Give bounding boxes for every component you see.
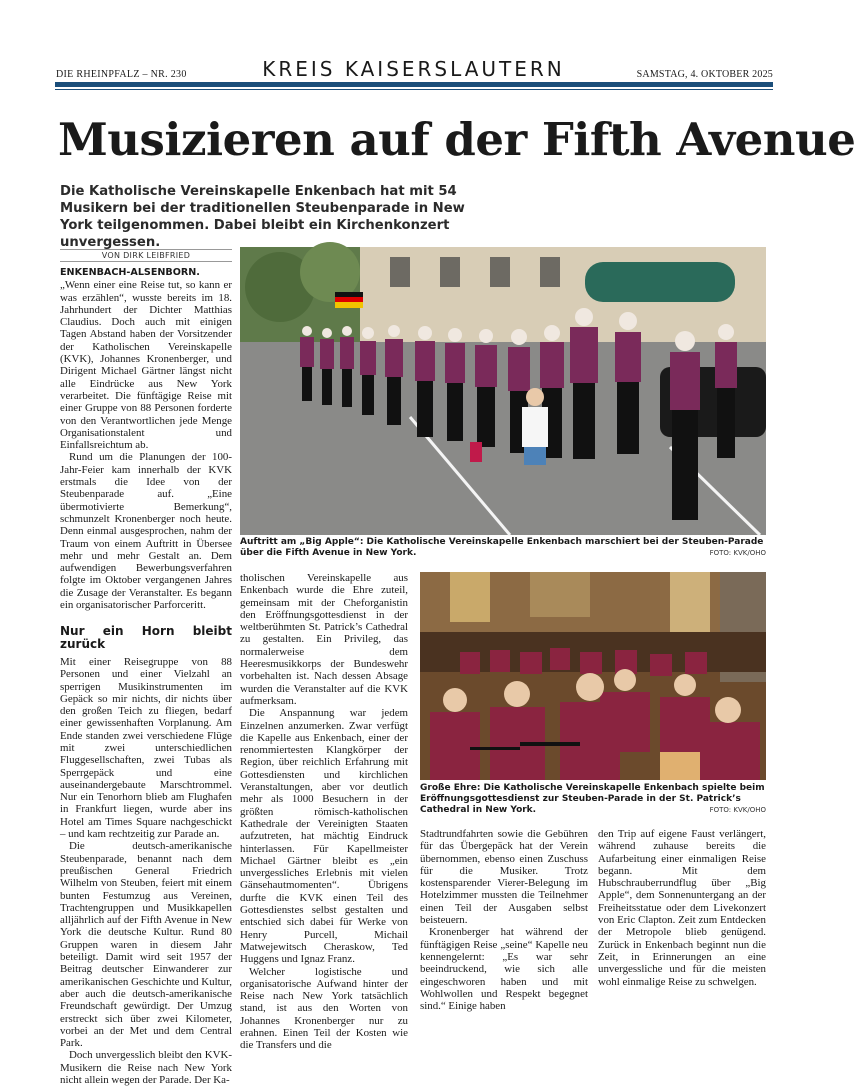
paragraph: Die Anspannung war jedem Einzelnen anzumerken. Zwar verfügt die Kapelle aus Enkenbach, einer der renommiertesten Klangkörper der Region, über reichlich Erfahrung mit Gottesdiensten und kirchlichen Veranstaltungen, aber vor deutlich mehr als 1000 Besuchern in der größten römisch-katholischen Kathedrale der Vereinigten Staaten aufzutreten, hat mächtig Eindruck hinterlassen. Für Kapellmeister Michael Gärtner bleibt es „ein unvergessliches Erlebnis mit vielen Gänsehautmomenten“. Übrigens durfte die KVK einen Teil des Gottesdienstes selbst gestalten und entschied sich dabei für Werke von Henry Purcell, Michail Matwejewitsch Cheraskow, Ted Huggens und Ignaz Franz. <box>240 707 408 966</box>
cathedral-photo-caption <box>420 783 766 816</box>
cathedral-scene <box>420 572 766 780</box>
caption-text: Auftritt am „Big Apple“: Die Katholische Vereinskapelle Enkenbach marschiert bei der Steuben-Parade über die Fifth Avenue in New York. <box>240 537 764 558</box>
caption-text: Große Ehre: Die Katholische Vereinskapelle Enkenbach spielte beim Eröffnungsgottesdienst zur Steuben-Parade in der St. Patrick’s Cathedral in New York. <box>420 783 765 815</box>
issue-date: SAMSTAG, 4. OKTOBER 2025 <box>636 69 773 80</box>
headline: Musizieren auf der Fifth Avenue <box>58 113 855 166</box>
lead-paragraph: Die Katholische Vereinskapelle Enkenbach hat mit 54 Musikern bei der traditionellen Steubenparade in New York teilgenommen. Dabei bleibt ein Kirchenkonzert unvergessen. <box>60 184 465 250</box>
paragraph <box>60 266 232 451</box>
paragraph: Stadtrundfahrten sowie die Gebühren für das Übergepäck hat der Verein übernommen, ebenso einen Zuschuss für die Musiker. Trotz kostensparender Vierer-Belegung im Hotelzimmer mussten die Teilnehmer einen Teil der Ausgaben selbst beisteuern. <box>420 828 588 927</box>
article-column-3 <box>420 828 588 1013</box>
dateline: ENKENBACH-ALSENBORN. <box>60 267 200 278</box>
cathedral-photo <box>420 572 766 780</box>
paragraph: Rund um die Planungen der 100-Jahr-Feier kam innerhalb der KVK erstmals die Idee von der Steubenparade auf. „Eine übermotivierte Bemerkung“, schmunzelt Kronenberger noch heute. Denn einmal ausgesprochen, nahm der Traum von einem Auftritt in Übersee mehr und mehr Gestalt an. Dem aufwendigen Bewerbungsverfahren folgte im Oktober vergangenen Jahres die Zusage der Veranstalter. Es begann ein organisatorischer Parforceritt. <box>60 451 232 612</box>
paragraph: den Trip auf eigene Faust verlängert, während zuhause bereits die Aufarbeitung einer einmaligen Reise begann. Mit dem Hubschrauberrundflug über „Big Apple“, dem Sonnenuntergang an der Freiheitsstatue oder dem Livekonzert von Eric Clapton. Zeit zum Entdecken der Metropole blieb genügend. Zurück in Enkenbach beginnt nun die Zeit, in Erinnerungen an eine unvergessliche und für die meisten wohl einmalige Reise zu schwelgen. <box>598 828 766 988</box>
byline: VON DIRK LEIBFRIED <box>60 249 232 262</box>
article-column-2 <box>240 572 408 1052</box>
paragraph: Welcher logistische und organisatorische Aufwand hinter der Reise nach New York tatsächlich stand, ist aus den Worten von Johannes Kronenberger nur zu erahnen. Einen Teil der Kosten wie die Transfers und die <box>240 965 408 1052</box>
photo-credit: FOTO: KVK/OHO <box>709 806 766 814</box>
paragraph: Die deutsch-amerikanische Steubenparade, benannt nach dem preußischen General Friedrich Wilhelm von Steuben, feiert mit einem bunten Festumzug aus Vereinen, Trachtengruppen und Musikkapellen alljährlich auf der Fifth Avenue in New York die deutsche Kultur. Rund 80 Gruppen waren in diesem Jahr beteiligt. Damit wird seit 1957 der Beitrag deutscher Einwanderer zur amerikanischen Geschichte und Kultur, aber auch die deutsch-amerikanische Freundschaft gewürdigt. Der Umzug erstreckt sich über zwei Kilometer, vorbei an der Met und dem Central Park. <box>60 840 232 1050</box>
subheading: Nur ein Horn bleibt zurück <box>60 624 232 651</box>
section-title: KREIS KAISERSLAUTERN <box>262 57 565 81</box>
parade-photo <box>240 247 766 535</box>
header-rule <box>55 82 773 87</box>
paragraph: Mit einer Reisegruppe von 88 Personen und einer Vielzahl an sperrigen Musikinstrumenten im Gepäck so mir nichts, dir nichts über den großen Teich zu fliegen, bedarf einer gewissenhaften Vorplanung. Am Ende standen zwei verschiedene Flüge mit zwei unterschiedlichen Fluggesellschaften, zwei Tubas als Sperrgepäck und eine auseinandergebaute Marschtrommel. Nur ein Tenorhorn blieb am Flughafen in Frankfurt liegen, wurde aber ins Hotel am Times Square nachgeschickt – und kam rechtzeitig zur Parade an. <box>60 655 232 841</box>
parade-photo-caption <box>240 537 766 559</box>
article-column-4 <box>598 828 766 988</box>
parade-scene <box>240 247 766 535</box>
paragraph: Kronenberger hat während der fünftägigen Reise „seine“ Kapelle neu kennengelernt: „Es war sehr beeindruckend, wie sich alle eingeschworen haben und mit Wohlwollen und Respekt begegnet sind.“ Einige haben <box>420 926 588 1013</box>
paragraph: Doch unvergesslich bleibt den KVK-Musikern die Reise nach New York nicht allein wegen der Parade. Der Ka- <box>60 1049 232 1086</box>
masthead-issue: DIE RHEINPFALZ – NR. 230 <box>56 69 187 80</box>
paragraph: tholischen Vereinskapelle aus Enkenbach wurde die Ehre zuteil, gemeinsam mit der Cheforganistin den Eröffnungsgottesdienst in der weltberühmten St. Patrick’s Cathedral zu gestalten. Ein Privileg, das normalerweise dem Heeresmusikkorps der Bundeswehr vorbehalten ist. Nach dessen Absage wurden die Veranstalter auf die KVK aufmerksam. <box>240 572 408 707</box>
paragraph-text: „Wenn einer eine Reise tut, so kann er was erzählen“, wusste bereits im 18. Jahrhundert der Dichter Matthias Claudius. Doch auch mit einigen Tagen Abstand haben der Vorsitzender der Katholischen Vereinskapelle (KVK), Johannes Kronenberger, und Dirigent Michael Gärtner längst nicht alle Eindrücke aus New York verarbeitet. Die fünftägige Reise mit einer Gruppe von 88 Personen forderte von den Verantwortlichen jede Menge Organisationstalent und Einfallsreichtum ab. <box>60 279 232 452</box>
header-rule-thin <box>55 89 773 90</box>
article-column-1 <box>60 266 232 1086</box>
photo-credit: FOTO: KVK/OHO <box>709 549 766 557</box>
